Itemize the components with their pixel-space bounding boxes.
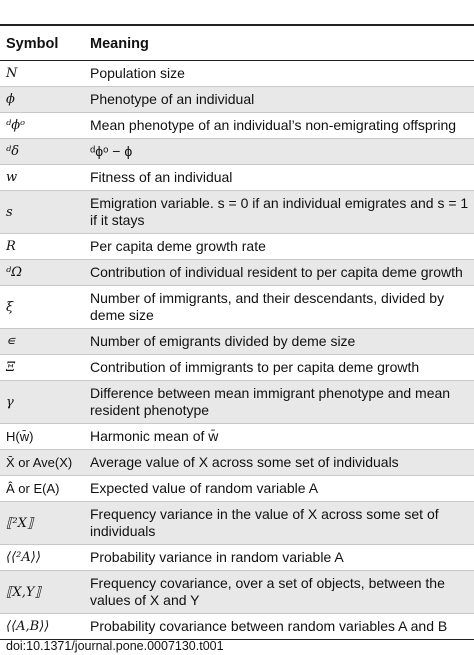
row-symbol: ξ (0, 286, 84, 329)
table-row (0, 381, 474, 424)
row-meaning: Harmonic mean of w̄ (84, 424, 474, 450)
table-row (0, 286, 474, 329)
table-row (0, 502, 474, 545)
row-meaning: Number of immigrants, and their descendants, divided by deme size (84, 286, 474, 329)
table-row (0, 476, 474, 502)
table-row (0, 424, 474, 450)
row-meaning: Emigration variable. s = 0 if an individual emigrates and s = 1 if it stays (84, 191, 474, 234)
row-symbol: s (0, 191, 84, 234)
row-meaning: Probability covariance between random variables A and B (84, 614, 474, 640)
row-symbol: H(w̄) (0, 424, 84, 450)
row-symbol: R (0, 234, 84, 260)
row-meaning: Phenotype of an individual (84, 87, 474, 113)
header-symbol: Symbol (0, 28, 84, 61)
row-meaning: Difference between mean immigrant phenotype and mean resident phenotype (84, 381, 474, 424)
row-symbol: Â or E(A) (0, 476, 84, 502)
table-row (0, 234, 474, 260)
table-header-row (0, 28, 474, 61)
row-meaning: Contribution of individual resident to per capita deme growth (84, 260, 474, 286)
row-meaning: Number of emigrants divided by deme size (84, 329, 474, 355)
row-meaning: Frequency variance in the value of X across some set of individuals (84, 502, 474, 545)
row-symbol: X̄ or Ave(X) (0, 450, 84, 476)
table-row (0, 61, 474, 87)
row-symbol: ⟨⟨²A⟩⟩ (0, 545, 84, 571)
row-symbol: ∊ (0, 329, 84, 355)
table-row (0, 614, 474, 640)
row-meaning: Fitness of an individual (84, 165, 474, 191)
row-meaning: Contribution of immigrants to per capita deme growth (84, 355, 474, 381)
row-symbol: ᵈΩ (0, 260, 84, 286)
row-meaning: Per capita deme growth rate (84, 234, 474, 260)
symbol-table (0, 28, 474, 640)
table-row (0, 165, 474, 191)
table-row (0, 545, 474, 571)
row-meaning: Population size (84, 61, 474, 87)
row-symbol: ⟦²X⟧ (0, 502, 84, 545)
table-row (0, 260, 474, 286)
row-meaning: Frequency covariance, over a set of objects, between the values of X and Y (84, 571, 474, 614)
doi-link[interactable]: doi:10.1371/journal.pone.0007130.t001 (6, 639, 224, 653)
table-top-rule (0, 24, 474, 26)
row-symbol: Ξ (0, 355, 84, 381)
row-symbol: N (0, 61, 84, 87)
row-symbol: w (0, 165, 84, 191)
table-row (0, 355, 474, 381)
row-meaning: Mean phenotype of an individual’s non-emigrating offspring (84, 113, 474, 139)
table-row (0, 329, 474, 355)
row-symbol: ᵈδ (0, 139, 84, 165)
row-meaning: Expected value of random variable A (84, 476, 474, 502)
row-meaning: Probability variance in random variable A (84, 545, 474, 571)
table-row (0, 139, 474, 165)
row-symbol: γ (0, 381, 84, 424)
table-row (0, 87, 474, 113)
table-row (0, 113, 474, 139)
row-symbol: ⟦X,Y⟧ (0, 571, 84, 614)
row-meaning: Average value of X across some set of individuals (84, 450, 474, 476)
row-symbol: ᵈϕᵒ (0, 113, 84, 139)
table-row (0, 191, 474, 234)
row-meaning: ᵈϕᵒ − ϕ (84, 139, 474, 165)
table-row (0, 450, 474, 476)
header-meaning: Meaning (84, 28, 474, 61)
table-row (0, 571, 474, 614)
row-symbol: ϕ (0, 87, 84, 113)
row-symbol: ⟨⟨A,B⟩⟩ (0, 614, 84, 640)
